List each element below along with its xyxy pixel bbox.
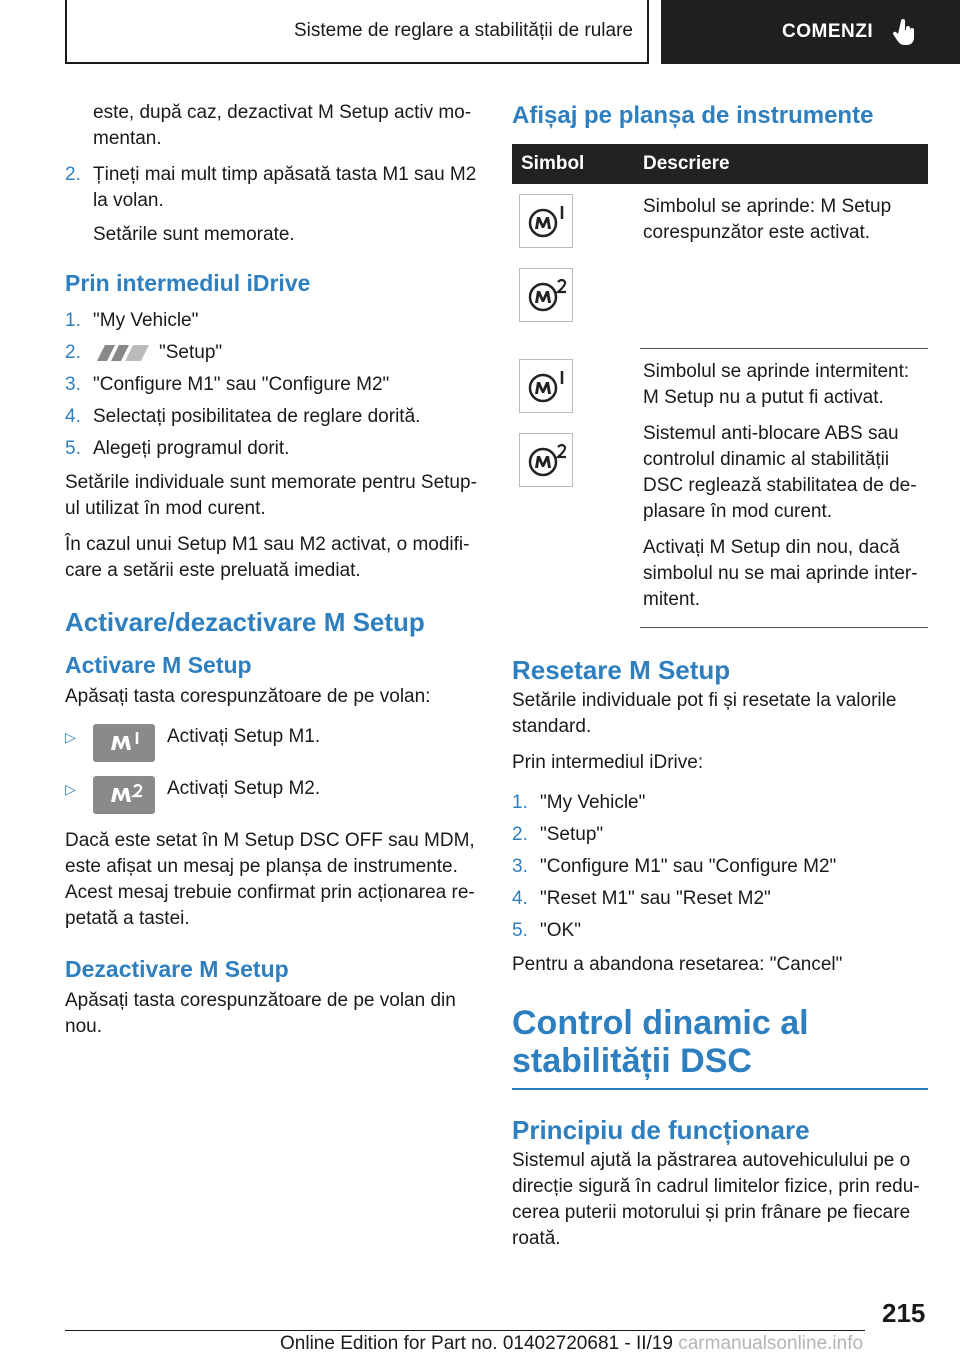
resetare-steps — [512, 790, 928, 944]
table-row — [512, 349, 928, 627]
activare-item-text: Activați Setup M2. — [167, 778, 321, 799]
activare-item-m1 — [65, 724, 477, 762]
list-item — [512, 854, 928, 880]
list-item — [512, 918, 928, 944]
step-list-top — [65, 162, 477, 214]
activare-dezactivare-heading: Activare/dezactivare M Setup — [65, 607, 425, 637]
description-text: Simbolul se aprinde: M Setup corespunzător este activat. — [643, 196, 892, 243]
step-number: 3. — [65, 374, 81, 395]
triangle-bullet-icon: ▷ — [65, 729, 76, 745]
abandon-text: Pentru a abandona resetarea: "Cancel" — [512, 954, 843, 975]
list-item — [65, 372, 477, 398]
step-number: 1. — [65, 310, 81, 331]
activare-heading: Activare M Setup — [65, 652, 252, 678]
step-text: "Reset M1" sau "Reset M2" — [540, 888, 771, 909]
step-result: Setările sunt memorate. — [93, 224, 295, 245]
symbol-cell — [512, 194, 643, 348]
activare-text: Apăsați tasta corespunzătoare de pe volan: — [65, 686, 431, 707]
list-item — [512, 822, 928, 848]
step-number: 1. — [512, 792, 528, 813]
list-item — [65, 162, 477, 214]
step-number: 4. — [512, 888, 528, 909]
step-text: Țineți mai mult timp apăsată tasta M1 sau M2 la volan. — [93, 164, 477, 211]
step-text: "Configure M1" sau "Configure M2" — [93, 374, 390, 395]
step-number: 5. — [65, 438, 81, 459]
page-number: 215 — [882, 1298, 926, 1328]
chapter-tab[interactable] — [661, 0, 960, 64]
list-item — [512, 886, 928, 912]
table-bottom-rule — [640, 627, 928, 628]
step-number: 3. — [512, 856, 528, 877]
right-column — [512, 100, 928, 1262]
description-text: Sistemul anti-blocare ABS sau controlul dinamic al stabilității DSC reglează stabilitatea de deplasare în mod curent. — [643, 423, 917, 522]
list-item — [65, 404, 477, 430]
heading-rule — [512, 1088, 928, 1090]
watermark: carmanualsonline.info — [678, 1333, 864, 1354]
header-section-box — [65, 0, 649, 64]
step-text: "My Vehicle" — [93, 310, 199, 331]
step-text: "OK" — [540, 920, 581, 941]
dsc-heading: Control dinamic al stabilității DSC — [512, 1004, 809, 1080]
left-column — [65, 100, 477, 1050]
activare-item-text: Activați Setup M1. — [167, 726, 321, 747]
description-text: Simbolul se aprinde intermitent: M Setup nu a putut fi activat. — [643, 361, 910, 408]
step-number: 4. — [65, 406, 81, 427]
description-text: Activați M Setup din nou, dacă simbolul nu se mai aprinde intermitent. — [643, 537, 918, 610]
m1-symbol-icon — [519, 194, 573, 248]
dezactivare-heading: Dezactivare M Setup — [65, 956, 289, 982]
idrive-heading: Prin intermediul iDrive — [65, 270, 311, 296]
m2-symbol-icon — [519, 268, 573, 322]
symbol-cell — [512, 359, 643, 623]
step-text: "Setup" — [159, 342, 223, 363]
m1-button-icon — [93, 724, 155, 762]
para-memorate: Setările individuale sunt memorate pentru Setup-ul utilizat în mod curent. — [65, 472, 477, 519]
list-item — [65, 308, 477, 334]
step-number: 5. — [512, 920, 528, 941]
step-text: Selectați posibilitatea de reglare dorită. — [93, 406, 421, 427]
principiu-heading: Principiu de funcționare — [512, 1115, 810, 1145]
m2-symbol-icon — [519, 433, 573, 487]
afisaj-heading: Afișaj pe planșa de instrumente — [512, 102, 874, 129]
chapter-label: COMENZI — [782, 21, 874, 42]
resetare-via: Prin intermediul iDrive: — [512, 752, 704, 773]
table-row — [512, 184, 928, 348]
resetare-heading: Resetare M Setup — [512, 655, 731, 685]
footer — [280, 1333, 863, 1355]
activare-item-m2 — [65, 776, 477, 814]
m1-symbol-icon — [519, 359, 573, 413]
principiu-text: Sistemul ajută la păstrarea autovehiculului pe o direcție sigură în cadrul limitelor fizice, prin reducerea puterii motorului și prin frânare pe fiecare roată. — [512, 1150, 920, 1249]
hand-pointer-icon — [891, 18, 919, 46]
step-number: 2. — [512, 824, 528, 845]
section-title: Sisteme de reglare a stabilității de rulare — [293, 20, 633, 41]
para-m1m2: În cazul unui Setup M1 sau M2 activat, o modificare a setării este preluată imediat. — [65, 534, 470, 581]
col-description: Descriere — [643, 153, 730, 174]
list-item — [65, 436, 477, 462]
table-header — [512, 144, 928, 184]
intro-line: este, după caz, dezactivat M Setup activ momentan. — [93, 102, 472, 149]
step-number: 2. — [65, 164, 81, 185]
step-number: 2. — [65, 342, 81, 363]
edition-text: Online Edition for Part no. 01402720681 - II/19 — [280, 1333, 673, 1354]
step-text: "Configure M1" sau "Configure M2" — [540, 856, 837, 877]
m2-button-icon — [93, 776, 155, 814]
resetare-text: Setările individuale pot fi și resetate la valorile standard. — [512, 690, 897, 737]
list-item — [65, 340, 477, 366]
idrive-steps — [65, 308, 477, 462]
triangle-bullet-icon: ▷ — [65, 781, 76, 797]
para-dsc-off: Dacă este setat în M Setup DSC OFF sau MDM, este afișat un mesaj pe planșa de instrumente. Acest mesaj trebuie confirmat prin acționarea repetată a tastei. — [65, 830, 475, 929]
footer-rule — [65, 1330, 865, 1331]
dezactivare-text: Apăsați tasta corespunzătoare de pe volan din nou. — [65, 990, 456, 1037]
step-text: "Setup" — [540, 824, 604, 845]
m-stripes-icon — [97, 345, 149, 361]
step-text: Alegeți programul dorit. — [93, 438, 290, 459]
description-cell — [643, 194, 928, 348]
step-text: "My Vehicle" — [540, 792, 646, 813]
col-symbol: Simbol — [521, 153, 585, 174]
description-cell — [643, 359, 928, 623]
list-item — [512, 790, 928, 816]
